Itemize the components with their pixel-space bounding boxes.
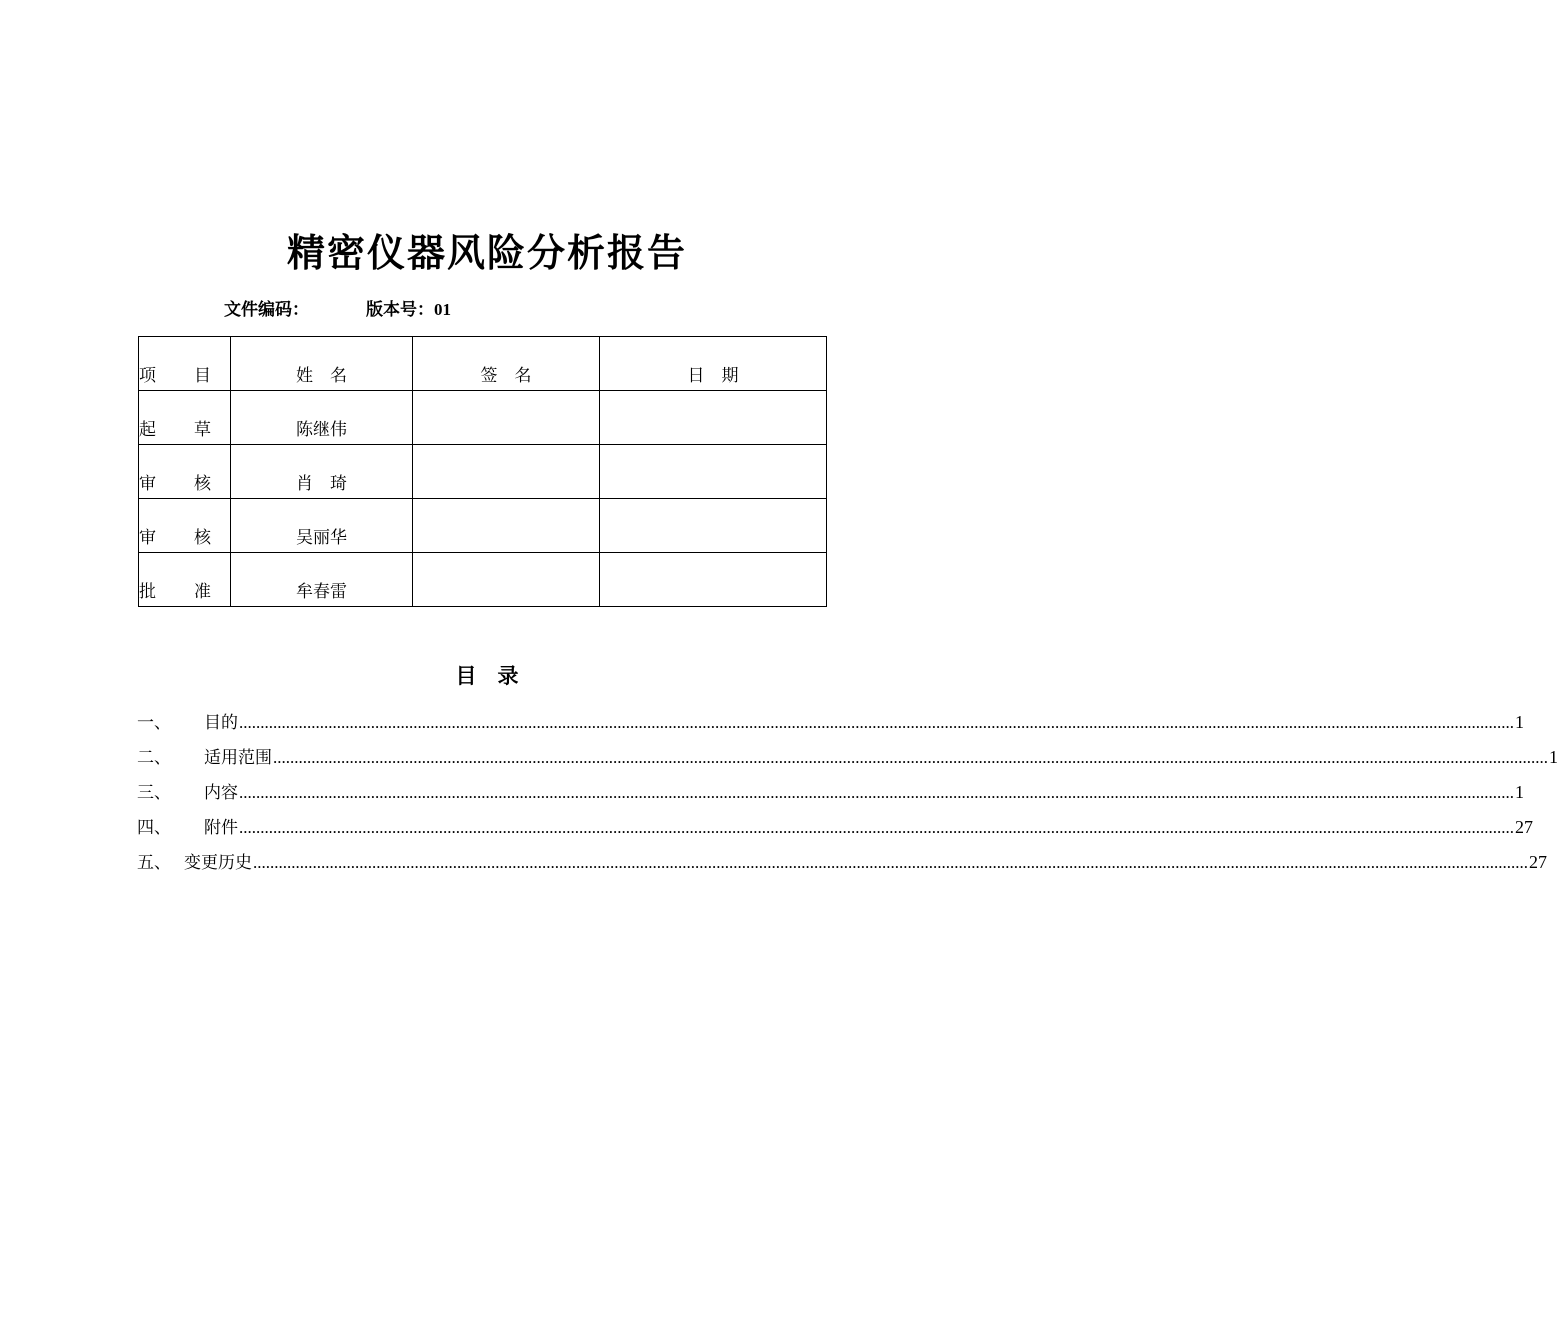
- table-row: [139, 553, 827, 607]
- toc-leader-dots: ............................................................................................................................................................................................................................................................................................................: [239, 783, 1514, 802]
- toc-leader-dots: ............................................................................................................................................................................................................................................................................................................: [253, 853, 1528, 872]
- table-of-contents: [137, 708, 1558, 883]
- role-b: 核: [194, 474, 211, 494]
- version-field: [366, 295, 451, 320]
- role-a: 审: [139, 528, 156, 548]
- toc-entry[interactable]: [137, 848, 1547, 883]
- header-item: [139, 337, 231, 391]
- name-cell: 肖 琦: [231, 445, 413, 499]
- role-cell: [139, 445, 231, 499]
- table-row: [139, 391, 827, 445]
- name-cell: 牟春雷: [231, 553, 413, 607]
- role-a: 起: [139, 420, 156, 440]
- role-cell: [139, 391, 231, 445]
- signature-cell: [413, 553, 600, 607]
- header-date: 日 期: [600, 337, 827, 391]
- toc-entry-page: 1: [1515, 782, 1524, 802]
- header-item-a: 项: [139, 366, 156, 386]
- toc-entry[interactable]: [137, 778, 1524, 813]
- toc-entry-page: 27: [1515, 817, 1533, 837]
- role-a: 批: [139, 582, 156, 602]
- signature-cell: [413, 499, 600, 553]
- version-label: 版本号：: [366, 300, 434, 320]
- toc-leader-dots: ............................................................................................................................................................................................................................................................................................................: [273, 748, 1548, 767]
- header-item-b: 目: [194, 366, 211, 386]
- role-cell: [139, 499, 231, 553]
- toc-entry[interactable]: [137, 708, 1524, 743]
- toc-entry-label: 内容: [204, 783, 238, 803]
- role-b: 核: [194, 528, 211, 548]
- signature-cell: [413, 445, 600, 499]
- role-b: 草: [194, 420, 211, 440]
- document-title: 精密仪器风险分析报告: [286, 231, 687, 275]
- toc-entry[interactable]: [137, 743, 1558, 778]
- toc-entry-label: 变更历史: [184, 853, 252, 873]
- date-cell: [600, 445, 827, 499]
- role-b: 准: [194, 582, 211, 602]
- toc-leader-dots: ............................................................................................................................................................................................................................................................................................................: [239, 713, 1514, 732]
- toc-entry[interactable]: [137, 813, 1533, 848]
- role-a: 审: [139, 474, 156, 494]
- date-cell: [600, 391, 827, 445]
- date-cell: [600, 499, 827, 553]
- toc-entry-label: 适用范围: [204, 748, 272, 768]
- approval-table-header: [139, 337, 827, 391]
- toc-heading: 目 录: [455, 664, 519, 688]
- name-cell: 陈继伟: [231, 391, 413, 445]
- toc-entry-number: 四、: [137, 818, 171, 838]
- header-signature: 签 名: [413, 337, 600, 391]
- toc-entry-label: 目的: [204, 713, 238, 733]
- name-cell: 吴丽华: [231, 499, 413, 553]
- table-row: [139, 445, 827, 499]
- toc-entry-label: 附件: [204, 818, 238, 838]
- header-name: 姓 名: [231, 337, 413, 391]
- toc-leader-dots: ............................................................................................................................................................................................................................................................................................................: [239, 818, 1514, 837]
- toc-entry-page: 1: [1515, 712, 1524, 732]
- toc-entry-page: 1: [1549, 747, 1558, 767]
- file-code-label: 文件编码：: [224, 300, 309, 320]
- version-value: 01: [434, 300, 451, 319]
- toc-entry-number: 二、: [137, 748, 171, 768]
- toc-entry-number: 五、: [137, 853, 171, 873]
- toc-entry-number: 一、: [137, 713, 171, 733]
- signature-cell: [413, 391, 600, 445]
- date-cell: [600, 553, 827, 607]
- approval-table: [138, 336, 827, 607]
- role-cell: [139, 553, 231, 607]
- toc-entry-number: 三、: [137, 783, 171, 803]
- table-row: [139, 499, 827, 553]
- toc-entry-page: 27: [1529, 852, 1547, 872]
